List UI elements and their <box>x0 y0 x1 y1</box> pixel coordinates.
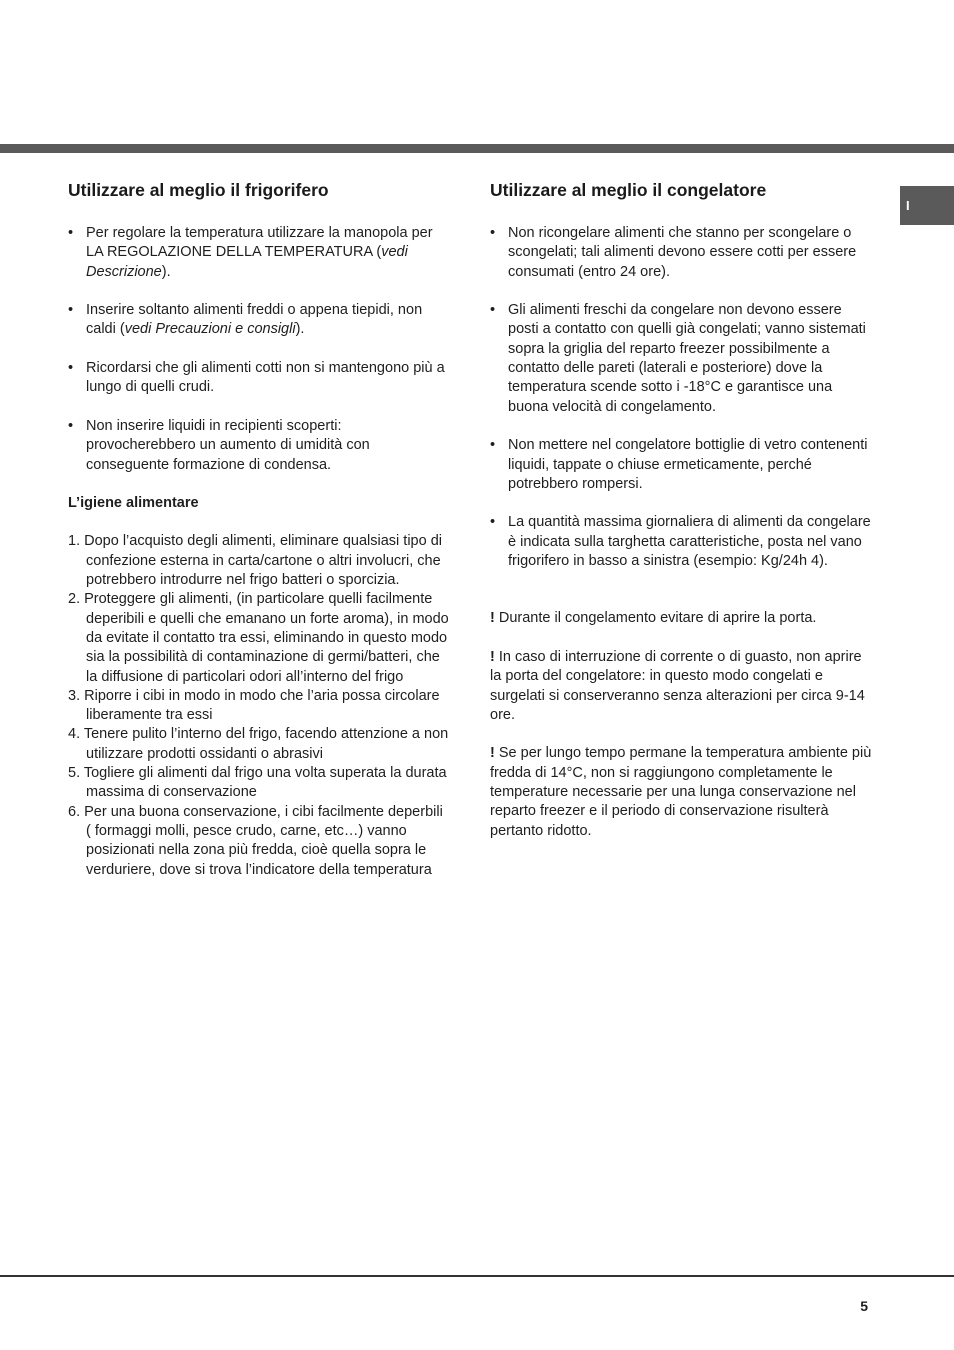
warning-icon: ! <box>490 745 495 762</box>
hygiene-step: 6. Per una buona conservazione, i cibi facilmente deperbili ( formaggi molli, pesce crudo, carne, etc…) vanno posizionati nella zona più fredda, cioè quella sopra le verduriere, dove si trova l’indicatore della temperatura <box>68 803 443 878</box>
fridge-tip: • Non inserire liquidi in recipienti scoperti: provocherebbero un aumento di umidità con conseguente formazione di condensa. <box>68 417 450 475</box>
language-tab-label: I <box>906 198 910 213</box>
hygiene-step: 3. Riporre i cibi in modo in modo che l’aria possa circolare liberamente tra essi <box>68 687 440 724</box>
fridge-tip: • Per regolare la temperatura utilizzare la manopola per LA REGOLAZIONE DELLA TEMPERATURA (vedi Descrizione). <box>68 224 450 282</box>
hygiene-step: 5. Togliere gli alimenti dal frigo una volta superata la durata massima di conservazione <box>68 765 447 801</box>
warning-note: ! Durante il congelamento evitare di aprire la porta. <box>490 610 817 627</box>
warning-icon: ! <box>490 610 495 627</box>
hygiene-steps-list <box>68 532 450 879</box>
freezer-tip: • Non mettere nel congelatore bottiglie di vetro contenenti liquidi, tappate o chiuse ermeticamente, perché potrebbero rompersi. <box>490 436 872 494</box>
fridge-section <box>68 178 450 880</box>
warning-note: ! In caso di interruzione di corrente o di guasto, non aprire la porta del congelatore: in questo modo congelati e surgelati si conserveranno senza alterazioni per circa 9-14 ore. <box>490 648 865 723</box>
warning-icon: ! <box>490 648 495 665</box>
warnings-list <box>490 609 872 841</box>
fridge-tip: • Inserire soltanto alimenti freddi o appena tiepidi, non caldi (vedi Precauzioni e consigli). <box>68 301 450 340</box>
hygiene-step: 4. Tenere pulito l’interno del frigo, facendo attenzione a non utilizzare prodotti ossidanti o abrasivi <box>68 726 449 762</box>
fridge-tip: • Ricordarsi che gli alimenti cotti non si mantengono più a lungo di quelli crudi. <box>68 359 450 398</box>
freezer-section-title: Utilizzare al meglio il congelatore <box>490 180 767 200</box>
freezer-tips-list <box>490 224 872 571</box>
warning-note: ! Se per lungo tempo permane la temperatura ambiente più fredda di 14°C, non si raggiungono completamente le temperature necessarie per una lunga conservazione nel reparto freezer e il periodo di conservazione risulterà pertanto ridotto. <box>490 745 872 839</box>
freezer-tip: • Gli alimenti freschi da congelare non devono essere posti a contatto con quelli già congelati; vanno sistemati sopra la griglia del reparto freezer possibilmente a contatto delle pareti (laterali e posteriore) dove la temperatura scende sotto i -18°C e garantisce una buona velocità di congelamento. <box>490 301 872 417</box>
hygiene-step: 2. Proteggere gli alimenti, (in particolare quelli facilmente deperibili e quelli che emanano un forte aroma), in modo da evitate il contatto tra essi, eliminando in questo modo sia la possibilità di contaminazione di germi/batteri, che la diffusione di particolari odori all’interno del frigo <box>68 591 449 685</box>
top-divider <box>0 144 954 153</box>
bottom-divider <box>0 1275 954 1277</box>
fridge-tips-list <box>68 224 450 475</box>
language-tab <box>900 186 954 225</box>
page-number: 5 <box>860 1298 868 1314</box>
freezer-tip: • La quantità massima giornaliera di alimenti da congelare è indicata sulla targhetta caratteristiche, posta nel vano frigorifero in basso a sinistra (esempio: Kg/24h 4). <box>490 513 872 571</box>
hygiene-subtitle: L’igiene alimentare <box>68 495 199 512</box>
freezer-section <box>490 178 872 860</box>
fridge-section-title: Utilizzare al meglio il frigorifero <box>68 180 329 200</box>
freezer-tip: • Non ricongelare alimenti che stanno per scongelare o scongelati; tali alimenti devono essere cotti per essere consumati (entro 24 ore). <box>490 224 872 282</box>
hygiene-step: 1. Dopo l’acquisto degli alimenti, eliminare qualsiasi tipo di confezione esterna in carta/cartone o altri involucri, che potrebbero introdurre nel frigo batteri o sporcizia. <box>68 533 442 589</box>
